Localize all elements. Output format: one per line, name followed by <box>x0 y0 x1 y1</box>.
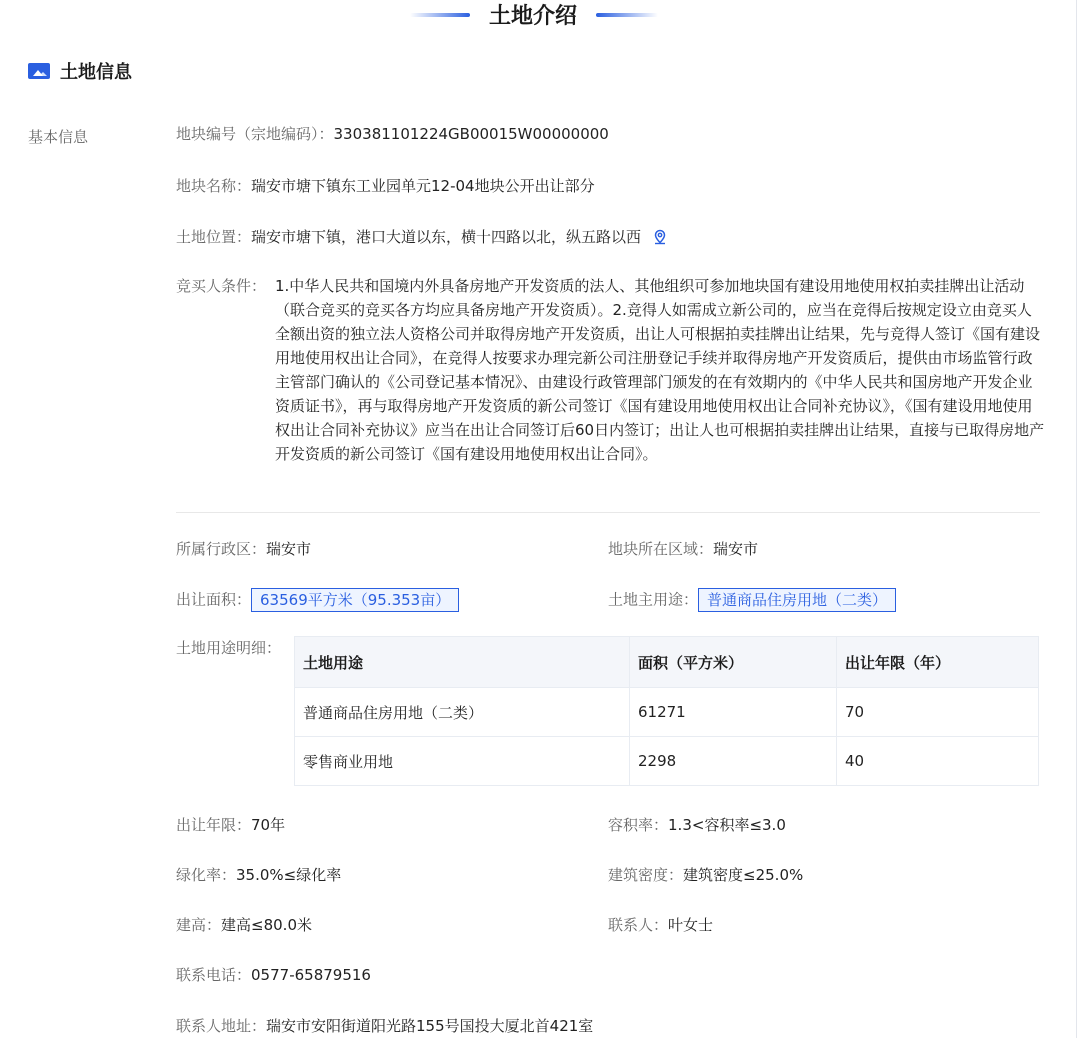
building-height-label: 建高： <box>176 916 222 934</box>
contact-label: 联系人： <box>608 916 669 934</box>
transfer-area-row <box>176 588 459 612</box>
section-title: 土地信息 <box>60 62 132 83</box>
main-use-tag: 普通商品住房用地（二类） <box>698 588 896 612</box>
land-use-table <box>294 636 1039 786</box>
parcel-area-region-label: 地块所在区域： <box>608 540 714 558</box>
plot-ratio-value: 1.3<容积率≤3.0 <box>668 816 786 834</box>
table-cell: 2298 <box>630 737 837 786</box>
main-use-row <box>608 588 896 612</box>
table-cell: 61271 <box>630 688 837 737</box>
plot-ratio-label: 容积率： <box>608 816 669 834</box>
building-density-label: 建筑密度： <box>608 866 684 884</box>
contact-address-value: 瑞安市安阳街道阳光路155号国投大厦北首421室 <box>266 1017 594 1035</box>
table-cell: 40 <box>837 737 1039 786</box>
divider <box>176 512 1040 513</box>
transfer-term-value: 70年 <box>251 816 286 834</box>
transfer-area-tag: 63569平方米（95.353亩） <box>251 588 459 612</box>
bidder-conditions-value: 1.中华人民共和国境内外具备房地产开发资质的法人、其他组织可参加地块国有建设用地使用权拍卖挂牌出让活动（联合竞买的竞买各方均应具备房地产开发资质）。2.竞得人如需成立新公司的，应当在竞得后按规定设立由竞买人全额出资的独立法人资格公司并取得房地产开发资质，出让人可根据拍卖挂牌出让结果，先与竞得人签订《国有建设用地使用权出让合同》，在竞得人按要求办理完新公司注册登记手续并取得房地产开发资质后，提供由市场监管行政主管部门确认的《公司登记基本情况》、由建设行政管理部门颁发的在有效期内的《中华人民共和国房地产开发企业资质证书》，再与取得房地产开发资质的新公司签订《国有建设用地使用权出让合同补充协议》，《国有建设用地使用权出让合同补充协议》应当在出让合同签订后60日内签订；出让人也可根据拍卖挂牌出让结果，直接与已取得房地产开发资质的新公司签订《国有建设用地使用权出让合同》。 <box>275 277 1045 463</box>
location-label: 土地位置： <box>176 228 252 246</box>
transfer-area-label: 出让面积： <box>176 590 252 609</box>
parcel-name-label: 地块名称： <box>176 177 252 195</box>
phone-value: 0577-65879516 <box>251 966 371 984</box>
main-use-label: 土地主用途： <box>608 590 699 609</box>
green-ratio-row <box>176 864 341 886</box>
table-cell: 70 <box>837 688 1039 737</box>
green-ratio-label: 绿化率： <box>176 866 237 884</box>
parcel-name-value: 瑞安市塘下镇东工业园单元12-04地块公开出让部分 <box>251 177 595 195</box>
table-header-use: 土地用途 <box>295 637 630 688</box>
location-value: 瑞安市塘下镇，港口大道以东，横十四路以北，纵五路以西 <box>251 228 642 246</box>
location-row <box>176 226 668 248</box>
table-row <box>295 737 1039 786</box>
admin-region-value: 瑞安市 <box>266 540 312 558</box>
parcel-name-row <box>176 175 595 197</box>
table-row <box>295 688 1039 737</box>
page-title-bar <box>0 0 1080 32</box>
parcel-code-label: 地块编号（宗地编码）： <box>176 125 334 143</box>
building-height-value: 建高≤80.0米 <box>221 916 312 934</box>
section-header <box>28 59 132 83</box>
green-ratio-value: 35.0%≤绿化率 <box>236 866 342 884</box>
parcel-code-value: 330381101224GB00015W00000000 <box>333 125 609 143</box>
building-density-row <box>608 864 803 886</box>
bidder-conditions-label: 竞买人条件： <box>176 277 267 295</box>
building-height-row <box>176 914 312 936</box>
contact-address-row <box>176 1015 593 1037</box>
admin-region-label: 所属行政区： <box>176 540 267 558</box>
phone-label: 联系电话： <box>176 966 252 984</box>
transfer-term-label: 出让年限： <box>176 816 252 834</box>
parcel-area-region-value: 瑞安市 <box>713 540 759 558</box>
parcel-area-region-row <box>608 538 758 560</box>
bidder-conditions-row <box>176 274 1046 466</box>
building-density-value: 建筑密度≤25.0% <box>683 866 804 884</box>
basic-info-label: 基本信息 <box>28 128 89 146</box>
table-header-row <box>295 637 1039 688</box>
title-decoration-right <box>596 13 658 17</box>
table-header-area: 面积（平方米） <box>630 637 837 688</box>
landscape-image-icon <box>28 63 50 79</box>
use-detail-label: 土地用途明细： <box>176 639 282 657</box>
page-title: 土地介绍 <box>488 4 577 29</box>
admin-region-row <box>176 538 311 560</box>
table-cell: 零售商业用地 <box>295 737 630 786</box>
transfer-term-row <box>176 814 285 836</box>
parcel-code-row <box>176 123 609 145</box>
title-decoration-left <box>410 13 470 17</box>
map-pin-icon[interactable] <box>652 229 668 245</box>
phone-row <box>176 964 371 986</box>
contact-value: 叶女士 <box>668 916 714 934</box>
table-header-term: 出让年限（年） <box>837 637 1039 688</box>
contact-row <box>608 914 713 936</box>
plot-ratio-row <box>608 814 786 836</box>
table-cell: 普通商品住房用地（二类） <box>295 688 630 737</box>
contact-address-label: 联系人地址： <box>176 1017 267 1035</box>
